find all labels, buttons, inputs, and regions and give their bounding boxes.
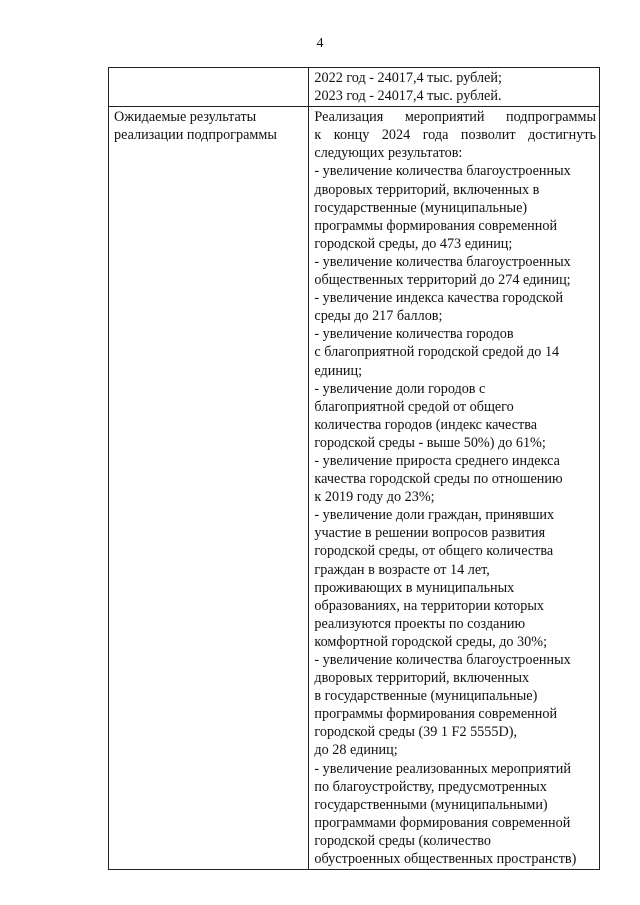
text-line: городской среды, до 473 единиц;: [314, 235, 513, 252]
text-line: Реализация мероприятий подпрограммы: [314, 109, 596, 126]
text-line: единиц;: [314, 362, 363, 379]
text-line: государственными (муниципальными): [314, 796, 548, 813]
text-line: государственные (муниципальные): [314, 199, 528, 216]
page-number: 4: [316, 36, 324, 51]
row-value-cell: [309, 68, 600, 107]
text-line: 2022 год - 24017,4 тыс. рублей;: [314, 70, 502, 86]
text-line: реализации подпрограммы: [114, 127, 277, 144]
text-line: программы формирования современной: [314, 217, 558, 234]
text-line: - увеличение доли городов с: [314, 380, 486, 397]
text-line: дворовых территорий, включенных: [314, 670, 530, 687]
row-value-cell: [309, 107, 600, 870]
text-line: следующих результатов:: [314, 145, 463, 162]
text-line: участие в решении вопросов развития: [314, 525, 546, 542]
text-line: - увеличение реализованных мероприятий: [314, 760, 571, 777]
text-line: дворовых территорий, включенных в: [314, 181, 540, 198]
text-line: - увеличение индекса качества городской: [314, 290, 564, 307]
text-line: Ожидаемые результаты: [114, 109, 257, 126]
row-label-cell: [109, 107, 309, 870]
text-line: к 2019 году до 23%;: [314, 489, 435, 506]
text-line: программами формирования современной: [314, 814, 571, 831]
text-line: - увеличение доли граждан, принявших: [314, 507, 555, 524]
text-line: в государственные (муниципальные): [314, 688, 538, 705]
text-line: до 28 единиц;: [314, 742, 398, 759]
text-line: - увеличение количества благоустроенных: [314, 163, 571, 180]
text-line: по благоустройству, предусмотренных: [314, 778, 547, 795]
table-row-expected-results: [109, 107, 600, 870]
text-line: городской среды - выше 50%) до 61%;: [314, 434, 546, 451]
text-line: к концу 2024 года позволит достигнуть: [314, 127, 596, 144]
text-line: - увеличение прироста среднего индекса: [314, 452, 560, 469]
text-line: городской среды (количество: [314, 832, 491, 849]
row-label-cell: [109, 68, 309, 107]
text-line: программы формирования современной: [314, 706, 558, 723]
text-line: среды до 217 баллов;: [314, 308, 443, 325]
text-line: - увеличение количества благоустроенных: [314, 253, 571, 270]
text-line: качества городской среды по отношению: [314, 471, 563, 488]
text-line: обустроенных общественных пространств): [314, 851, 577, 868]
subprogram-table: [108, 67, 600, 870]
text-line: количества городов (индекс качества: [314, 416, 537, 433]
text-line: городской среды (39 1 F2 5555D),: [314, 724, 517, 741]
text-line: комфортной городской среды, до 30%;: [314, 633, 548, 650]
text-line: с благоприятной городской средой до 14: [314, 344, 560, 361]
text-line: - увеличение количества благоустроенных: [314, 652, 571, 668]
text-line: благоприятной средой от общего: [314, 398, 514, 415]
text-line: граждан в возрасте от 14 лет,: [314, 561, 490, 578]
text-line: реализуются проекты по созданию: [314, 615, 526, 632]
text-line: городской среды, от общего количества: [314, 543, 554, 560]
text-line: 2023 год - 24017,4 тыс. рублей.: [314, 88, 502, 105]
text-line: общественных территорий до 274 единиц;: [314, 272, 571, 289]
text-line: образованиях, на территории которых: [314, 597, 544, 614]
text-line: - увеличение количества городов: [314, 326, 514, 343]
text-line: проживающих в муниципальных: [314, 579, 515, 596]
table-row-funding: [109, 68, 600, 107]
